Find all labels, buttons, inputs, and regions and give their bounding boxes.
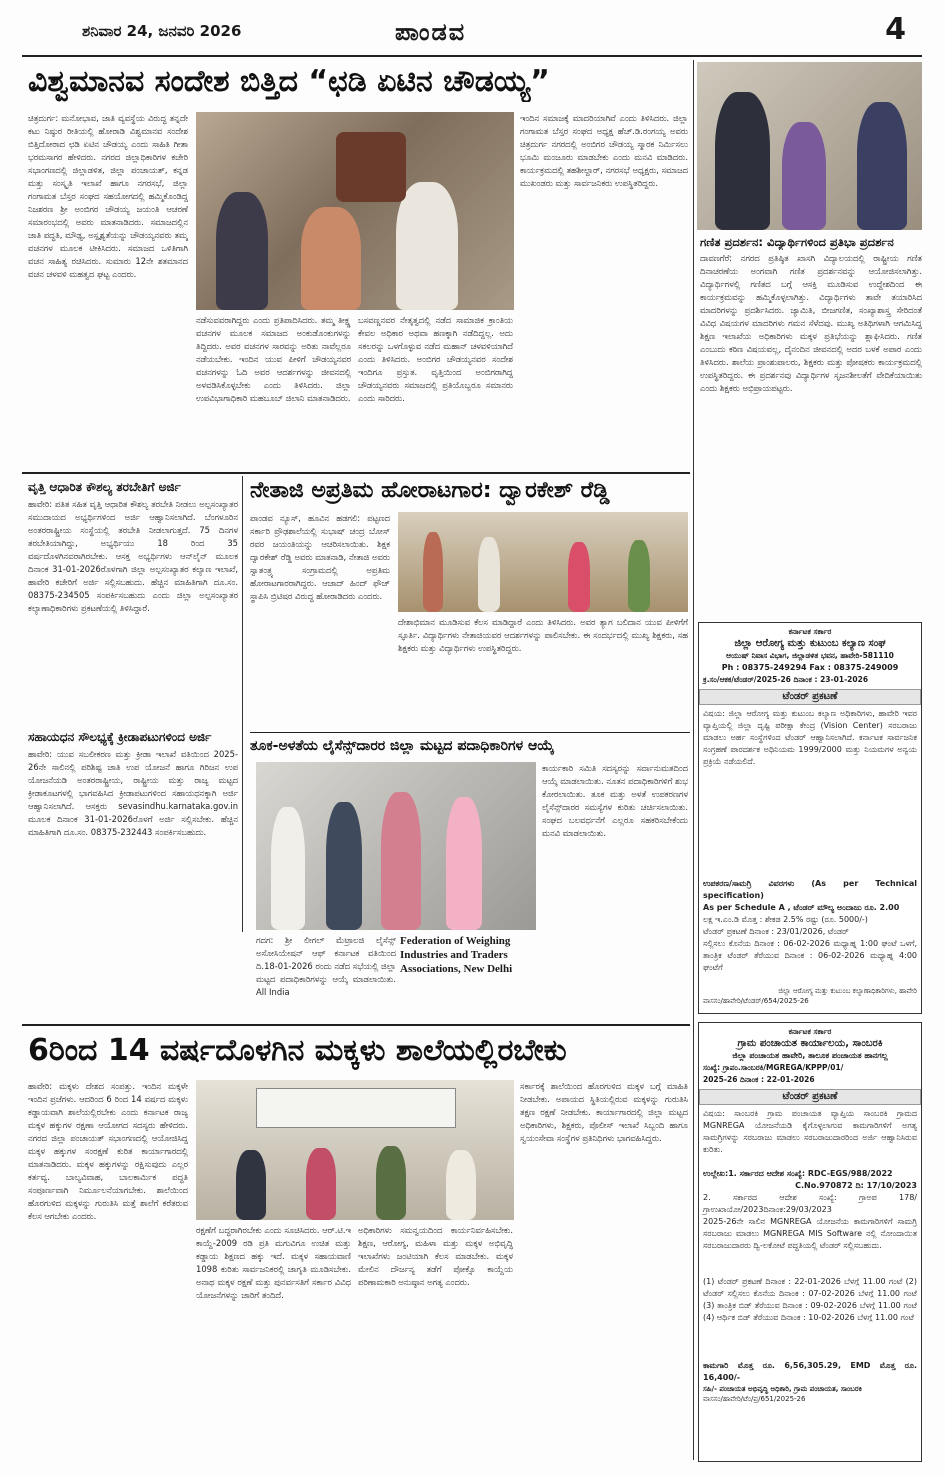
tender1-address: ಆಯುಷ್ ನಿವಾಸ ವಿಭಾಗ, ಜಿಲ್ಲಾಡಳಿತ ಭವನ, ಹಾವೇರಿ-581110 (726, 651, 894, 660)
lead-rule (22, 472, 690, 474)
tender2-order3: 2. ಸರ್ಕಾರದ ಆದೇಶ ಸಂಖ್ಯೆ: ಗ್ರಾಅಪ 178/ಗ್ರಾಉಖಾಯೋ/2023ದಿನಾಂಕ:29/03/2023 (703, 1193, 917, 1214)
weighing-photo (256, 762, 536, 930)
weighing-column-1: ಗದಗ: ಶ್ರೀ ಲೀಗಲ್ ಮೆಟ್ರಾಲಜಿ ಲೈಸೆನ್ಸ್ ಅಸೋಸಿಯೇಷನ್ ಆಫ್ ಕರ್ನಾಟಕ ವತಿಯಿಂದ ದಿ.18-01-2026 ರಂದು ನಡೆದ ಸಭೆಯಲ್ಲಿ ಜಿಲ್ಲಾ ಮಟ್ಟದ ಪದಾಧಿಕಾರಿಗಳನ್ನು ಆಯ್ಕೆ ಮಾಡಲಾಯಿತು. All India (256, 935, 396, 997)
tender1-footer: ವಾಸಸಂ/ಹಾವೇರಿ/ಟೆಂಡರ್/654/2025-26 (703, 997, 809, 1005)
tender1-body: ವಿಷಯ: ಜಿಲ್ಲಾ ಆರೋಗ್ಯ ಮತ್ತು ಕುಟುಂಬ ಕಲ್ಯಾಣ ಅಧಿಕಾರಿಗಳು, ಹಾವೇರಿ ಇವರ ವ್ಯಾಪ್ತಿಯಲ್ಲಿ ಜಿಲ್ಲಾ ದೃಷ್ಟಿ ಪರೀಕ್ಷಾ ಕೇಂದ್ರ (Vision Center) ಸರಬರಾಜು ಮಾಡಲು ಅರ್ಹ ಸಂಸ್ಥೆಗಳಿಂದ ಟೆಂಡರ್ ಆಹ್ವಾನಿಸಲಾಗಿದೆ. ಕರ್ನಾಟಕ ಸಾರ್ವಜನಿಕ ಸಂಗ್ರಹಣೆ ಪಾರದರ್ಶಕ ಅಧಿನಿಯಮ 1999/2000 ಮತ್ತು ನಿಯಮಗಳ ಅನ್ವಯ ಪ್ರಕ್ರಿಯೆ ನಡೆಯಲಿದೆ. (703, 709, 917, 766)
lead-column-3: ಬಸವಣ್ಣನವರ ನೇತೃತ್ವದಲ್ಲಿ ನಡೆದ ಸಾಮಾಜಿಕ ಕ್ರಾಂತಿಯ ಕೇವಲ ಅಧಿಕಾರ ಅಥವಾ ಹಣಕ್ಕಾಗಿ ನಡೆದಿದ್ದಲ್ಲ. ಅದು ಸಕಲರನ್ನು ಒಳಗೊಳ್ಳುವ ನಡೆದ ಮಹಾನ್ ಚಳವಳಿಯಾಗಿದೆ ಎಂದು ತಿಳಿಸಿದರು. ಅಂಬಿಗರ ಚೌಡಯ್ಯನವರ ಸಂದೇಶ ಇಂದಿಗೂ ಪ್ರಸ್ತುತ. ವೃತ್ತಿಯಿಂದ ಅಂಬಿಗರಾಗಿದ್ದ ಚೌಡಯ್ಯನವರು ಸಮಾಜದಲ್ಲಿ ಪ್ರತಿಯೊಬ್ಬರೂ ಸಮಾನರು ಎಂದು ಸಾರಿದರು. (358, 315, 513, 403)
tender2-band: ಟೆಂಡರ್ ಪ್ರಕಟಣೆ (699, 1089, 921, 1105)
lead-headline: ವಿಶ್ವಮಾನವ ಸಂದೇಶ ಬಿತ್ತಿದ “ಛಡಿ ಏಟಿನ ಚೌಡಯ್ಯ” (28, 64, 550, 99)
exhibition-body: ದಾವಣಗೆರೆ: ನಗರದ ಪ್ರತಿಷ್ಠಿತ ಖಾಸಗಿ ವಿದ್ಯಾಲಯದಲ್ಲಿ ರಾಷ್ಟ್ರೀಯ ಗಣಿತ ದಿನಾಚರಣೆಯ ಅಂಗವಾಗಿ ಗಣಿತ ಪ್ರದರ್ಶನವನ್ನು ಆಯೋಜಿಸಲಾಗಿತ್ತು. ವಿದ್ಯಾರ್ಥಿಗಳಲ್ಲಿ ಗಣಿತದ ಬಗ್ಗೆ ಆಸಕ್ತಿ ಮೂಡಿಸುವ ಉದ್ದೇಶದಿಂದ ಈ ಕಾರ್ಯಕ್ರಮವನ್ನು ಹಮ್ಮಿಕೊಳ್ಳಲಾಗಿತ್ತು. ವಿದ್ಯಾರ್ಥಿಗಳು ತಾವೇ ತಯಾರಿಸಿದ ಮಾದರಿಗಳನ್ನು ಪ್ರದರ್ಶಿಸಿದರು. ಜ್ಯಾಮಿತಿ, ಬೀಜಗಣಿತ, ಸಂಖ್ಯಾಶಾಸ್ತ್ರ ಸೇರಿದಂತೆ ವಿವಿಧ ವಿಷಯಗಳ ಮಾದರಿಗಳು ಗಮನ ಸೆಳೆದವು. ಮುಖ್ಯ ಅತಿಥಿಗಳಾಗಿ ಆಗಮಿಸಿದ್ದ ಶಿಕ್ಷಣ ಇಲಾಖೆಯ ಅಧಿಕಾರಿಗಳು ಮಕ್ಕಳ ಪ್ರತಿಭೆಯನ್ನು ಶ್ಲಾಘಿಸಿದರು. ಗಣಿತ ಎಂಬುದು ಕಠಿಣ ವಿಷಯವಲ್ಲ, ದೈನಂದಿನ ಜೀವನದಲ್ಲಿ ಅದರ ಬಳಕೆ ಅಪಾರ ಎಂದು ತಿಳಿಸಿದರು. ಶಾಲೆಯ ಪ್ರಾಂಶುಪಾಲರು, ಶಿಕ್ಷಕರು ಮತ್ತು ಪೋಷಕರು ಕಾರ್ಯಕ್ರಮದಲ್ಲಿ ಉಪಸ್ಥಿತರಿದ್ದರು. ಈ ಪ್ರದರ್ಶನವು ವಿದ್ಯಾರ್ಥಿಗಳ ಸೃಜನಶೀಲತೆಗೆ ವೇದಿಕೆಯಾಯಿತು ಎಂದು ಶಿಕ್ಷಕರು ಅಭಿಪ್ರಾಯಪಟ್ಟರು. (700, 253, 922, 393)
tender1-band: ಟೆಂಡರ್ ಪ್ರಕಟಣೆ (699, 689, 921, 705)
tender2-footer: ವಾಸಸಂ/ಹಾವೇರಿ/ಟೆಂ/ಪ್ರ/651/2025-26 (703, 1395, 806, 1403)
weighing-headline: ತೂಕ-ಅಳತೆಯ ಲೈಸೆನ್ಸ್‌ದಾರರ ಜಿಲ್ಲಾ ಮಟ್ಟದ ಪದಾಧಿಕಾರಿಗಳ ಆಯ್ಕೆ (250, 738, 555, 754)
tender1-emd: ಲಕ್ಷ ಇ.ಎಂ.ಡಿ ಮೊತ್ತ : ಶೇಕಡ 2.5% ರಷ್ಟು (ರೂ. 5000/-) (703, 915, 868, 924)
school-column-1: ಹಾವೇರಿ: ಮಕ್ಕಳು ದೇಶದ ಸಂಪತ್ತು. ಇಂದಿನ ಮಕ್ಕಳೇ ಇಂದಿನ ಪ್ರಜೆಗಳು. ಆದರಿಂದ 6 ರಿಂದ 14 ವರ್ಷದ ಮಕ್ಕಳು ಕಡ್ಡಾಯವಾಗಿ ಶಾಲೆಯಲ್ಲಿರಬೇಕು ಎಂದು ಕರ್ನಾಟಕ ರಾಜ್ಯ ಮಕ್ಕಳ ಹಕ್ಕುಗಳ ರಕ್ಷಣಾ ಆಯೋಗದ ಸದಸ್ಯರು ಹೇಳಿದರು. ನಗರದ ಜಿಲ್ಲಾ ಪಂಚಾಯತ್ ಸಭಾಂಗಣದಲ್ಲಿ ಆಯೋಜಿಸಿದ್ದ ಮಕ್ಕಳ ಹಕ್ಕುಗಳ ಸಂರಕ್ಷಣೆ ಕುರಿತ ಕಾರ್ಯಾಗಾರದಲ್ಲಿ ಮಾತನಾಡಿದರು. ಮಕ್ಕಳ ಹಕ್ಕುಗಳನ್ನು ರಕ್ಷಿಸುವುದು ಎಲ್ಲರ ಕರ್ತವ್ಯ. ಬಾಲ್ಯವಿವಾಹ, ಬಾಲಕಾರ್ಮಿಕ ಪದ್ಧತಿ ಸಂಪೂರ್ಣವಾಗಿ ನಿರ್ಮೂಲನೆಯಾಗಬೇಕು. ಶಾಲೆಯಿಂದ ಹೊರಗುಳಿದ ಮಕ್ಕಳನ್ನು ಗುರುತಿಸಿ ಮತ್ತೆ ಶಾಲೆಗೆ ಕರೆತರುವ ಕೆಲಸ ಆಗಬೇಕು ಎಂದರು. (28, 1081, 188, 1221)
school-photo (196, 1080, 514, 1220)
school-column-2: ರಕ್ಷಣೆಗೆ ಬದ್ಧರಾಗಿರಬೇಕು ಎಂದು ಸೂಚಿಸಿದರು. ಆರ್.ಟಿ.ಇ ಕಾಯ್ದೆ-2009 ರಡಿ ಪ್ರತಿ ಮಗುವಿಗೂ ಉಚಿತ ಮತ್ತು ಕಡ್ಡಾಯ ಶಿಕ್ಷಣದ ಹಕ್ಕು ಇದೆ. ಮಕ್ಕಳ ಸಹಾಯವಾಣಿ 1098 ಕುರಿತು ಸಾರ್ವಜನಿಕರಲ್ಲಿ ಜಾಗೃತಿ ಮೂಡಿಸಬೇಕು. ಅನಾಥ ಮಕ್ಕಳ ರಕ್ಷಣೆ ಮತ್ತು ಪುನರ್ವಸತಿಗೆ ಸರ್ಕಾರ ವಿವಿಧ ಯೋಜನೆಗಳನ್ನು ಜಾರಿಗೆ ತಂದಿದೆ. (196, 1225, 351, 1300)
school-headline: 6ರಿಂದ 14 ವರ್ಷದೊಳಗಿನ ಮಕ್ಕಳು ಶಾಲೆಯಲ್ಲಿರಬೇಕು (28, 1033, 567, 1068)
tender1-spec: ಉಪಕರಣ/ಸಾಮಗ್ರಿ ವಿವರಗಳು (As per Technical specification) (703, 879, 917, 900)
tender1-ref: ಕ್ರ.ಸಂ/ಆಕಕ/ಟೆಂಡರ್/2025-26 ದಿನಾಂಕ : 23-01-2026 (703, 675, 869, 684)
exhibition-headline: ಗಣಿತ ಪ್ರದರ್ಶನ: ವಿದ್ಯಾರ್ಥಿಗಳಿಂದ ಪ್ರತಿಭಾ ಪ್ರದರ್ಶನ (700, 235, 894, 249)
sports-body: ಹಾವೇರಿ: ಯುವ ಸಬಲೀಕರಣ ಮತ್ತು ಕ್ರೀಡಾ ಇಲಾಖೆ ವತಿಯಿಂದ 2025-26ನೇ ಸಾಲಿನಲ್ಲಿ ಪರಿಶಿಷ್ಟ ಜಾತಿ ಉಪ ಯೋಜನೆ ಹಾಗೂ ಗಿರಿಜನ ಉಪ ಯೋಜನೆಯಡಿ ಅಂತರರಾಷ್ಟ್ರೀಯ, ರಾಷ್ಟ್ರೀಯ ಮತ್ತು ರಾಜ್ಯ ಮಟ್ಟದ ಕ್ರೀಡಾಕೂಟಗಳಲ್ಲಿ ಭಾಗವಹಿಸಿದ ಕ್ರೀಡಾಪಟುಗಳಿಂದ ಸಹಾಯಧನಕ್ಕಾಗಿ ಅರ್ಜಿ ಆಹ್ವಾನಿಸಲಾಗಿದೆ. ಆಸಕ್ತರು sevasindhu.karnataka.gov.in ಮೂಲಕ ದಿನಾಂಕ 31-01-2026ರೊಳಗೆ ಅರ್ಜಿ ಸಲ್ಲಿಸಬೇಕು. ಹೆಚ್ಚಿನ ಮಾಹಿತಿಗಾಗಿ ದೂ.ಸಂ. 08375-232443 ಸಂಪರ್ಕಿಸಬಹುದು. (28, 749, 238, 837)
school-column-4: ಸರ್ಕಾರಕ್ಕೆ ಶಾಲೆಯಿಂದ ಹೊರಗುಳಿದ ಮಕ್ಕಳ ಬಗ್ಗೆ ಮಾಹಿತಿ ನೀಡಬೇಕು. ಅಪಾಯದ ಸ್ಥಿತಿಯಲ್ಲಿರುವ ಮಕ್ಕಳನ್ನು ಗುರುತಿಸಿ ತಕ್ಷಣ ರಕ್ಷಣೆ ನೀಡಬೇಕು. ಕಾರ್ಯಾಗಾರದಲ್ಲಿ ಜಿಲ್ಲಾ ಮಟ್ಟದ ಅಧಿಕಾರಿಗಳು, ಶಿಕ್ಷಕರು, ಪೊಲೀಸ್ ಇಲಾಖೆ ಸಿಬ್ಬಂದಿ ಹಾಗೂ ಸ್ವಯಂಸೇವಾ ಸಂಸ್ಥೆಗಳ ಪ್ರತಿನಿಧಿಗಳು ಭಾಗವಹಿಸಿದ್ದರು. (520, 1081, 688, 1143)
tender1-dept: ಜಿಲ್ಲಾ ಆರೋಗ್ಯ ಮತ್ತು ಕುಟುಂಬ ಕಲ್ಯಾಣ ಸಂಘ (734, 638, 886, 649)
tender-notice-panchayat (698, 1022, 922, 1462)
tender-notice-health (698, 622, 922, 1014)
weighing-caption: Federation of Weighing Industries and Traders Associations, New Delhi (400, 935, 513, 975)
column-divider (693, 60, 694, 1460)
lead-photo (196, 112, 514, 310)
tender1-phone: Ph : 08375-249294 Fax : 08375-249009 (721, 663, 899, 672)
exhibition-photo (697, 62, 922, 230)
tender2-cost: ಕಾಮಗಾರಿ ಮೊತ್ತ ರೂ. 6,56,305.29, EMD ಮೊತ್ತ ರೂ. 16,400/- (703, 1361, 917, 1382)
netaji-column-1: ಪಾಂಡವ ನ್ಯೂಸ್, ಹೂವಿನ ಹಡಗಲಿ: ಪಟ್ಟಣದ ಸರ್ಕಾರಿ ಪ್ರೌಢಶಾಲೆಯಲ್ಲಿ ಸುಭಾಷ್ ಚಂದ್ರ ಬೋಸ್ ರವರ ಜಯಂತಿಯನ್ನು ಆಚರಿಸಲಾಯಿತು. ಶಿಕ್ಷಕ ದ್ವಾರಕೇಶ್ ರೆಡ್ಡಿ ಅವರು ಮಾತನಾಡಿ, ನೇತಾಜಿ ಅವರು ಸ್ವಾತಂತ್ರ್ಯ ಸಂಗ್ರಾಮದಲ್ಲಿ ಅಪ್ರತಿಮ ಹೋರಾಟಗಾರರಾಗಿದ್ದರು. ಆಜಾದ್ ಹಿಂದ್ ಫೌಜ್ ಸ್ಥಾಪಿಸಿ ಬ್ರಿಟಿಷರ ವಿರುದ್ಧ ಹೋರಾಡಿದರು ಎಂದರು. (250, 513, 390, 601)
column-divider-left (242, 476, 243, 932)
tender2-address: ಜಿಲ್ಲಾ ಪಂಚಾಯತ ಹಾವೇರಿ, ತಾಲೂಕ ಪಂಚಾಯತ ಹಾನಗಲ್ಲ (732, 1051, 888, 1060)
weighing-column-2: ಕಾರ್ಯಕಾರಿ ಸಮಿತಿ ಸದಸ್ಯರನ್ನು ಸರ್ವಾನುಮತದಿಂದ ಆಯ್ಕೆ ಮಾಡಲಾಯಿತು. ನೂತನ ಪದಾಧಿಕಾರಿಗಳಿಗೆ ಶುಭ ಕೋರಲಾಯಿತು. ತೂಕ ಮತ್ತು ಅಳತೆ ಉಪಕರಣಗಳ ಲೈಸೆನ್ಸ್‌ದಾರರ ಸಮಸ್ಯೆಗಳ ಕುರಿತು ಚರ್ಚಿಸಲಾಯಿತು. ಸಂಘದ ಬಲವರ್ಧನೆಗೆ ಎಲ್ಲರೂ ಸಹಕರಿಸಬೇಕೆಂದು ಮನವಿ ಮಾಡಲಾಯಿತು. (542, 763, 688, 838)
sports-headline: ಸಹಾಯಧನ ಸೌಲಭ್ಯಕ್ಕೆ ಕ್ರೀಡಾಪಟುಗಳಿಂದ ಅರ್ಜಿ (28, 730, 212, 744)
tender1-schedule: As per Schedule A , ಟೆಂಡರ್ ಮೌಲ್ಯ ಅಂದಾಜು ರೂ. 2.00 (703, 903, 900, 912)
tender2-signature: ಸಹಿ/- ಪಂಚಾಯತ ಅಭಿವೃದ್ಧಿ ಅಧಿಕಾರಿ, ಗ್ರಾಮ ಪಂಚಾಯತ, ಸಾಂಬರಕಿ (703, 1385, 862, 1393)
tender1-last-date: ಸಲ್ಲಿಸಲು ಕೊನೆಯ ದಿನಾಂಕ : 06-02-2026 ಮಧ್ಯಾಹ್ನ 1:00 ಘಂಟೆ ಒಳಗೆ, ತಾಂತ್ರಿಕ ಟೆಂಡರ್ ತೆರೆಯುವ ದಿನಾಂಕ : 06-02-2026 ಮಧ್ಯಾಹ್ನ 4:00 ಘಂಟೆಗೆ (703, 939, 917, 972)
tender2-ref2: 2025-26 ದಿನಾಂಕ : 22-01-2026 (703, 1075, 815, 1084)
tender2-body: ವಿಷಯ: ಸಾಂಬರಕಿ ಗ್ರಾಮ ಪಂಚಾಯತ ವ್ಯಾಪ್ತಿಯ ಸಾಂಬರಕಿ ಗ್ರಾಮದ MGNREGA ಯೋಜನೆಯಡಿ ಕೈಗೊಳ್ಳಲಾಗುವ ಕಾಮಗಾರಿಗಳಿಗೆ ಅಗತ್ಯ ಸಾಮಗ್ರಿಗಳನ್ನು ಸರಬರಾಜು ಮಾಡಲು ಸರಬರಾಜುದಾರರಿಂದ ಅರ್ಜಿ ಆಹ್ವಾನಿಸಿರುವ ಕುರಿತು. (703, 1109, 917, 1154)
school-rule (22, 1024, 690, 1026)
masthead-logo: ಪಾಂಡವ (395, 18, 467, 46)
training-headline: ವೃತ್ತಿ ಆಧಾರಿತ ಕೌಶಲ್ಯ ತರಬೇತಿಗೆ ಅರ್ಜಿ (28, 480, 181, 494)
tender2-order1: ಉಲ್ಲೇಖ:1. ಸರ್ಕಾರದ ಆದೇಶ ಸಂಖ್ಯೆ: RDC-EGS/988/2022 (703, 1169, 893, 1178)
page-number: 4 (885, 12, 906, 47)
lead-column-4: ಇಂದಿನ ಸಮಾಜಕ್ಕೆ ಮಾದರಿಯಾಗಿವೆ ಎಂದು ತಿಳಿಸಿದರು. ಜಿಲ್ಲಾ ಗಂಗಾಮತ ಬೆಸ್ತರ ಸಂಘದ ಅಧ್ಯಕ್ಷ ಹೆಚ್.ಡಿ.ರಂಗಯ್ಯ ಅವರು ಚಿತ್ರದುರ್ಗ ನಗರದಲ್ಲಿ ಅಂಬಿಗರ ಚೌಡಯ್ಯ ಸ್ಮಾರಕ ನಿರ್ಮಿಸಲು ಭೂಮಿ ಮಂಜೂರು ಮಾಡಬೇಕು ಎಂದು ಮನವಿ ಮಾಡಿದರು. ಕಾರ್ಯಕ್ರಮದಲ್ಲಿ ತಹಶೀಲ್ದಾರ್, ನಗರಸಭೆ ಅಧ್ಯಕ್ಷರು, ಸಮಾಜದ ಮುಖಂಡರು ಮತ್ತು ಸಾರ್ವಜನಿಕರು ಉಪಸ್ಥಿತರಿದ್ದರು. (520, 113, 688, 188)
school-column-3: ಅಧಿಕಾರಿಗಳು ಸಮನ್ವಯದಿಂದ ಕಾರ್ಯನಿರ್ವಹಿಸಬೇಕು. ಶಿಕ್ಷಣ, ಆರೋಗ್ಯ, ಮಹಿಳಾ ಮತ್ತು ಮಕ್ಕಳ ಅಭಿವೃದ್ಧಿ ಇಲಾಖೆಗಳು ಜಂಟಿಯಾಗಿ ಕೆಲಸ ಮಾಡಬೇಕು. ಮಕ್ಕಳ ಮೇಲಿನ ದೌರ್ಜನ್ಯ ತಡೆಗೆ ಪೋಕ್ಸೊ ಕಾಯ್ದೆಯ ಪರಿಣಾಮಕಾರಿ ಅನುಷ್ಠಾನ ಅಗತ್ಯ ಎಂದರು. (358, 1225, 513, 1287)
tender2-order2: C.No.970872 ದಿ: 17/10/2023 (795, 1181, 917, 1190)
tender2-dept: ಗ್ರಾಮ ಪಂಚಾಯತ ಕಾರ್ಯಾಲಯ, ಸಾಂಬರಕಿ (737, 1038, 883, 1049)
weighing-rule (250, 732, 690, 733)
tender2-dates: (1) ಟೆಂಡರ್ ಪ್ರಕಟಣೆ ದಿನಾಂಕ : 22-01-2026 ಬೆಳಗ್ಗೆ 11.00 ಗಂಟೆ (2) ಟೆಂಡರ್ ಸಲ್ಲಿಸಲು ಕೊನೆಯ ದಿನಾಂಕ : 07-02-2026 ಬೆಳಗ್ಗೆ 11.00 ಗಂಟೆ (3) ತಾಂತ್ರಿಕ ಬಿಡ್ ತೆರೆಯುವ ದಿನಾಂಕ : 09-02-2026 ಬೆಳಗ್ಗೆ 11.00 ಗಂಟೆ (4) ಆರ್ಥಿಕ ಬಿಡ್ ತೆರೆಯುವ ದಿನಾಂಕ : 10-02-2026 ಬೆಳಗ್ಗೆ 11.00 ಗಂಟೆ (703, 1277, 917, 1322)
tender1-issue: ಟೆಂಡರ್ ಪ್ರಕಟಣೆ ದಿನಾಂಕ : 23/01/2026, ಟೆಂಡರ್ (703, 927, 849, 936)
lead-column-1: ಚಿತ್ರದುರ್ಗ: ಮನೋಭಾವ, ಜಾತಿ ವ್ಯವಸ್ಥೆಯ ವಿರುದ್ಧ ತನ್ನದೇ ಕಟು ನಿಷ್ಠುರ ರೀತಿಯಲ್ಲಿ ಹೋರಾಡಿ ವಿಶ್ವಮಾನವ ಸಂದೇಶ ಬಿತ್ತಿದೋರಾದ ಛಡಿ ಏಟಿನ ಚೌಡಯ್ಯ ಎಂದು ಸಾಹಿತಿ ಗೀತಾ ಭರಮಸಾಗರ ಹೇಳಿದರು. ನಗರದ ಜಿಲ್ಲಾಧಿಕಾರಿಗಳ ಕಚೇರಿ ಸಭಾಂಗಣದಲ್ಲಿ ಜಿಲ್ಲಾಡಳಿತ, ಜಿಲ್ಲಾ ಪಂಚಾಯತ್, ಕನ್ನಡ ಮತ್ತು ಸಂಸ್ಕೃತಿ ಇಲಾಖೆ ಹಾಗೂ ನಗರಸಭೆ, ಜಿಲ್ಲಾ ಗಂಗಾಮತ ಬೆಸ್ತರ ಸಂಘದ ಸಹಯೋಗದಲ್ಲಿ ಹಮ್ಮಿಕೊಂಡಿದ್ದ ನಿಜಶರಣ ಶ್ರೀ ಅಂಬಿಗರ ಚೌಡಯ್ಯ ಜಯಂತಿ ಆಚರಣೆ ಸಮಾರಂಭದಲ್ಲಿ ಅವರು ಮಾತನಾಡಿದರು. ಸಮಾಜದಲ್ಲಿನ ಜಾತಿ ಪದ್ಧತಿ, ಮೌಢ್ಯ, ಅಸ್ಪೃಶ್ಯತೆಯನ್ನು ಚೌಡಯ್ಯನವರು ತಮ್ಮ ವಚನಗಳ ಮೂಲಕ ಟೀಕಿಸಿದರು. ಸಮಾಜದ ಒಳಿತಿಗಾಗಿ ವಚನ ಸಾಹಿತ್ಯ ರಚಿಸಿದರು. ಸುಮಾರು 12ನೇ ಶತಮಾನದ ವಚನ ಚಳವಳಿ ಮಹತ್ವದ ಘಟ್ಟ ಎಂದರು. (28, 113, 188, 279)
tender1-signature: ಜಿಲ್ಲಾ ಆರೋಗ್ಯ ಮತ್ತು ಕುಟುಂಬ ಕಲ್ಯಾಣಾಧಿಕಾರಿಗಳು, ಹಾವೇರಿ (778, 987, 917, 995)
header-rule (22, 55, 922, 57)
training-body: ಹಾವೇರಿ: ಪತಿತ ಸಹಿತ ವೃತ್ತಿ ಆಧಾರಿತ ಕೌಶಲ್ಯ ತರಬೇತಿ ನೀಡಲು ಅಲ್ಪಸಂಖ್ಯಾತರ ಸಮುದಾಯದ ಅಭ್ಯರ್ಥಿಗಳಿಂದ ಅರ್ಜಿ ಆಹ್ವಾನಿಸಲಾಗಿದೆ. ಬೆಂಗಳೂರಿನ ಅಂತರರಾಷ್ಟ್ರೀಯ ಸಂಸ್ಥೆಯಲ್ಲಿ ತರಬೇತಿ ನೀಡಲಾಗುತ್ತದೆ. 75 ದಿನಗಳ ತರಬೇತಿಯಾಗಿದ್ದು, ಅಭ್ಯರ್ಥಿಯು 18 ರಿಂದ 35 ವರ್ಷದೊಳಗಿನವರಾಗಿರಬೇಕು. ಆಸಕ್ತ ಅಭ್ಯರ್ಥಿಗಳು ಆನ್‌ಲೈನ್ ಮೂಲಕ ದಿನಾಂಕ 31-01-2026ರೊಳಗಾಗಿ ಜಿಲ್ಲಾ ಅಲ್ಪಸಂಖ್ಯಾತರ ಕಲ್ಯಾಣ ಇಲಾಖೆ, ಹಾವೇರಿ ಕಚೇರಿಗೆ ಅರ್ಜಿ ಸಲ್ಲಿಸಬಹುದು. ಹೆಚ್ಚಿನ ಮಾಹಿತಿಗಾಗಿ ದೂ.ಸಂ. 08375-234505 ಸಂಪರ್ಕಿಸಬಹುದು ಎಂದು ಜಿಲ್ಲಾ ಅಲ್ಪಸಂಖ್ಯಾತರ ಕಲ್ಯಾಣಾಧಿಕಾರಿಗಳು ಪ್ರಕಟಣೆಯಲ್ಲಿ ತಿಳಿಸಿದ್ದಾರೆ. (28, 499, 238, 613)
tender2-gov: ಕರ್ನಾಟಕ ಸರ್ಕಾರ (788, 1027, 832, 1036)
tender2-ref1: ಸಂಖ್ಯೆ: ಗ್ರಾಪಂ.ಸಾಂಬರಕಿ/MGREGA/KPPP/01/ (703, 1063, 844, 1072)
tender2-body2: 2025-26ನೇ ಸಾಲಿನ MGNREGA ಯೋಜನೆಯ ಕಾಮಗಾರಿಗಳಿಗೆ ಸಾಮಗ್ರಿ ಸರಬರಾಜು ಮಾಡಲು MGNREGA MIS Software ನಲ್ಲಿ ನೋಂದಾಯಿತ ಸರಬರಾಜುದಾರರು ದ್ವಿ-ಲಕೋಟೆ ಪದ್ಧತಿಯಲ್ಲಿ ಟೆಂಡರ್ ಸಲ್ಲಿಸಬಹುದು. (703, 1217, 917, 1250)
netaji-column-2: ದೇಶಾಭಿಮಾನ ಮೂಡಿಸುವ ಕೆಲಸ ಮಾಡಿದ್ದಾರೆ ಎಂದು ತಿಳಿಸಿದರು. ಅವರ ತ್ಯಾಗ ಬಲಿದಾನ ಯುವ ಪೀಳಿಗೆಗೆ ಸ್ಫೂರ್ತಿ. ವಿದ್ಯಾರ್ಥಿಗಳು ನೇತಾಜಿಯವರ ಆದರ್ಶಗಳನ್ನು ಪಾಲಿಸಬೇಕು. ಈ ಸಂದರ್ಭದಲ್ಲಿ ಮುಖ್ಯ ಶಿಕ್ಷಕರು, ಸಹ ಶಿಕ್ಷಕರು ಮತ್ತು ವಿದ್ಯಾರ್ಥಿಗಳು ಉಪಸ್ಥಿತರಿದ್ದರು. (398, 617, 688, 653)
tender1-gov: ಕರ್ನಾಟಕ ಸರ್ಕಾರ (788, 627, 832, 636)
lead-column-2: ನಡೆಸುವವರಾಗಿದ್ದರು ಎಂದು ಪ್ರತಿಪಾದಿಸಿದರು. ತಮ್ಮ ತೀಕ್ಷ್ಣ ವಚನಗಳ ಮೂಲಕ ಸಮಾಜದ ಅಂಕುಡೊಂಕುಗಳನ್ನು ತಿದ್ದಿದರು. ಅವರ ವಚನಗಳ ಸಾರವನ್ನು ಅರಿತು ನಾವೆಲ್ಲರೂ ನಡೆಯಬೇಕು. ಇಂದಿನ ಯುವ ಪೀಳಿಗೆ ಚೌಡಯ್ಯನವರ ವಚನಗಳನ್ನು ಓದಿ ಅವರ ಆದರ್ಶಗಳನ್ನು ಜೀವನದಲ್ಲಿ ಅಳವಡಿಸಿಕೊಳ್ಳಬೇಕು ಎಂದು ತಿಳಿಸಿದರು. ಜಿಲ್ಲಾ ಉಪವಿಭಾಗಾಧಿಕಾರಿ ಮಹಬೂಬ್ ಜಿಲಾನಿ ಮಾತನಾಡಿದರು. (196, 315, 351, 403)
netaji-photo (398, 512, 688, 612)
issue-date: ಶನಿವಾರ 24, ಜನವರಿ 2026 (82, 22, 242, 40)
netaji-headline: ನೇತಾಜಿ ಅಪ್ರತಿಮ ಹೋರಾಟಗಾರ: ದ್ವಾರಕೇಶ್ ರೆಡ್ಡಿ (250, 478, 610, 503)
